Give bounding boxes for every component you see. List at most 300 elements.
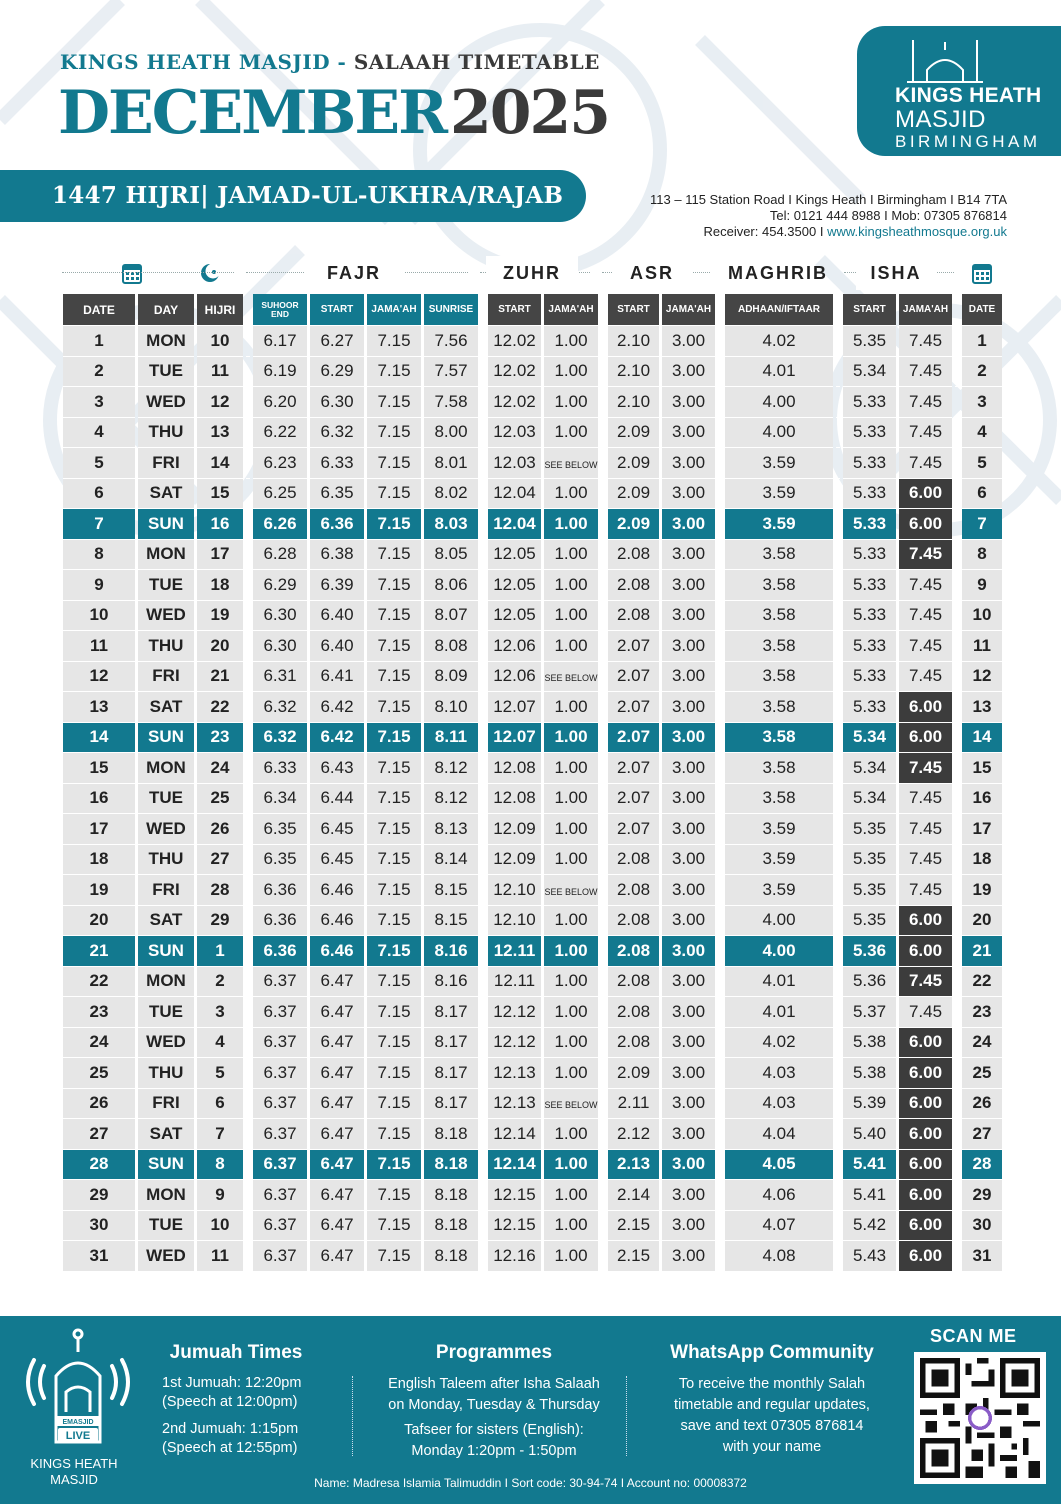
- cell-gap: [836, 875, 840, 906]
- cell-isha-start: 5.33: [843, 387, 896, 418]
- cell-hijri: 28: [197, 875, 243, 906]
- cell-fajr-jamaah: 7.15: [367, 845, 421, 876]
- cell-sunrise: 8.06: [424, 570, 478, 601]
- asr-heading: ASR: [612, 256, 692, 290]
- cell-gap: [718, 1150, 722, 1181]
- cell-gap: [601, 936, 605, 967]
- cell-maghrib: 3.58: [725, 753, 833, 784]
- table-row: [63, 723, 1002, 754]
- cell-asr-jamaah: 3.00: [662, 753, 715, 784]
- cell-isha-jamaah: 6.00: [899, 1089, 952, 1120]
- cell-gap: [481, 967, 485, 998]
- cell-fajr-start: 6.46: [310, 936, 364, 967]
- cell-hijri: 7: [197, 1119, 243, 1150]
- cell-isha-start: 5.34: [843, 357, 896, 388]
- cell-gap: [601, 418, 605, 449]
- cell-asr-start: 2.10: [608, 357, 659, 388]
- cell-gap: [601, 1119, 605, 1150]
- table-row: [63, 1211, 1002, 1242]
- cell-zuhr-jamaah: 1.00: [544, 906, 598, 937]
- cell-date-right: 8: [962, 540, 1002, 571]
- col-gap: [836, 294, 840, 326]
- cell-gap: [601, 997, 605, 1028]
- cell-sunrise: 8.18: [424, 1150, 478, 1181]
- cell-gap: [836, 753, 840, 784]
- cell-gap: [955, 692, 959, 723]
- cell-gap: [955, 448, 959, 479]
- cell-hijri: 10: [197, 1211, 243, 1242]
- cell-fajr-start: 6.47: [310, 1119, 364, 1150]
- cell-zuhr-start: 12.03: [488, 418, 541, 449]
- cell-isha-jamaah: 6.00: [899, 509, 952, 540]
- cell-day: TUE: [138, 997, 194, 1028]
- cell-zuhr-start: 12.11: [488, 967, 541, 998]
- cell-zuhr-jamaah: 1.00: [544, 997, 598, 1028]
- logo-line1: KINGS HEATH: [895, 84, 1042, 107]
- cell-suhoor-end: 6.35: [253, 814, 307, 845]
- cell-gap: [481, 753, 485, 784]
- cell-date-right: 26: [962, 1089, 1002, 1120]
- cell-gap: [836, 814, 840, 845]
- cell-gap: [955, 814, 959, 845]
- table-row: [63, 692, 1002, 723]
- cell-isha-start: 5.40: [843, 1119, 896, 1150]
- col-suhoor-end: SUHOOR END: [253, 294, 307, 326]
- cell-gap: [481, 570, 485, 601]
- cell-sunrise: 8.18: [424, 1211, 478, 1242]
- cell-fajr-start: 6.29: [310, 357, 364, 388]
- cell-day: MON: [138, 1180, 194, 1211]
- cell-gap: [718, 479, 722, 510]
- cell-gap: [955, 357, 959, 388]
- cell-gap: [718, 723, 722, 754]
- cell-gap: [601, 540, 605, 571]
- cell-fajr-jamaah: 7.15: [367, 1119, 421, 1150]
- col-sunrise: SUNRISE: [424, 294, 478, 326]
- table-row: [63, 357, 1002, 388]
- cell-gap: [836, 997, 840, 1028]
- cell-maghrib: 3.58: [725, 692, 833, 723]
- cell-fajr-start: 6.45: [310, 845, 364, 876]
- cell-fajr-start: 6.27: [310, 326, 364, 357]
- cell-suhoor-end: 6.25: [253, 479, 307, 510]
- cell-hijri: 12: [197, 387, 243, 418]
- cell-date-right: 24: [962, 1028, 1002, 1059]
- cell-asr-jamaah: 3.00: [662, 845, 715, 876]
- cell-fajr-jamaah: 7.15: [367, 936, 421, 967]
- cell-isha-start: 5.36: [843, 936, 896, 967]
- col-date: DATE: [63, 294, 135, 326]
- cell-isha-jamaah: 6.00: [899, 1150, 952, 1181]
- cell-fajr-jamaah: 7.15: [367, 448, 421, 479]
- cell-gap: [246, 997, 250, 1028]
- cell-isha-start: 5.43: [843, 1241, 896, 1272]
- cell-sunrise: 8.17: [424, 1089, 478, 1120]
- cell-maghrib: 4.05: [725, 1150, 833, 1181]
- cell-date-right: 10: [962, 601, 1002, 632]
- cell-sunrise: 8.15: [424, 875, 478, 906]
- hijri-banner: 1447 HIJRI| JAMAD-UL-UKHRA/RAJAB: [0, 170, 586, 222]
- header-kicker: [60, 50, 600, 74]
- masjid-logo: [857, 26, 1061, 156]
- cell-day: SAT: [138, 479, 194, 510]
- cell-date-right: 7: [962, 509, 1002, 540]
- cell-date-right: 18: [962, 845, 1002, 876]
- cell-maghrib: 4.00: [725, 906, 833, 937]
- cell-maghrib: 3.58: [725, 540, 833, 571]
- cell-asr-jamaah: 3.00: [662, 326, 715, 357]
- cell-suhoor-end: 6.33: [253, 753, 307, 784]
- table-row: [63, 387, 1002, 418]
- website-link[interactable]: www.kingsheathmosque.org.uk: [827, 224, 1007, 239]
- cell-date: 16: [63, 784, 135, 815]
- cell-hijri: 20: [197, 631, 243, 662]
- cell-date: 30: [63, 1211, 135, 1242]
- cell-isha-start: 5.33: [843, 418, 896, 449]
- cell-fajr-jamaah: 7.15: [367, 418, 421, 449]
- cell-date-right: 4: [962, 418, 1002, 449]
- cell-asr-start: 2.08: [608, 845, 659, 876]
- zuhr-heading: ZUHR: [486, 256, 578, 290]
- table-row: [63, 570, 1002, 601]
- cell-gap: [718, 509, 722, 540]
- cell-zuhr-jamaah: 1.00: [544, 570, 598, 601]
- cell-gap: [246, 357, 250, 388]
- cell-asr-jamaah: 3.00: [662, 997, 715, 1028]
- cell-hijri: 3: [197, 997, 243, 1028]
- cell-zuhr-start: 12.07: [488, 692, 541, 723]
- cell-hijri: 17: [197, 540, 243, 571]
- cell-date: 29: [63, 1180, 135, 1211]
- cell-date-right: 13: [962, 692, 1002, 723]
- cell-gap: [718, 784, 722, 815]
- cell-zuhr-start: 12.14: [488, 1150, 541, 1181]
- cell-asr-start: 2.07: [608, 631, 659, 662]
- cell-suhoor-end: 6.37: [253, 1119, 307, 1150]
- cell-isha-jamaah: 7.45: [899, 875, 952, 906]
- cell-sunrise: 8.16: [424, 936, 478, 967]
- cell-suhoor-end: 6.29: [253, 570, 307, 601]
- cell-fajr-start: 6.40: [310, 601, 364, 632]
- cell-asr-start: 2.08: [608, 570, 659, 601]
- cell-gap: [718, 997, 722, 1028]
- cell-asr-start: 2.08: [608, 601, 659, 632]
- cell-gap: [718, 570, 722, 601]
- cell-day: MON: [138, 326, 194, 357]
- col-adhaan: ADHAAN/IFTAAR: [725, 294, 833, 326]
- cell-fajr-start: 6.42: [310, 723, 364, 754]
- cell-date: 25: [63, 1058, 135, 1089]
- cell-fajr-jamaah: 7.15: [367, 1028, 421, 1059]
- cell-suhoor-end: 6.30: [253, 601, 307, 632]
- cell-suhoor-end: 6.37: [253, 1180, 307, 1211]
- cell-day: SUN: [138, 936, 194, 967]
- cell-sunrise: 8.18: [424, 1241, 478, 1272]
- cell-asr-jamaah: 3.00: [662, 967, 715, 998]
- cell-zuhr-jamaah: 1.00: [544, 784, 598, 815]
- cell-hijri: 8: [197, 1150, 243, 1181]
- cell-hijri: 4: [197, 1028, 243, 1059]
- col-gap: [718, 294, 722, 326]
- cell-zuhr-jamaah: 1.00: [544, 1119, 598, 1150]
- cell-isha-start: 5.41: [843, 1150, 896, 1181]
- cell-fajr-jamaah: 7.15: [367, 1150, 421, 1181]
- col-zuhr-jamaah: JAMA'AH: [544, 294, 598, 326]
- cell-zuhr-jamaah: 1.00: [544, 1241, 598, 1272]
- cell-asr-start: 2.10: [608, 387, 659, 418]
- footer-divider: [352, 1376, 353, 1456]
- cell-gap: [836, 1211, 840, 1242]
- cell-date-right: 29: [962, 1180, 1002, 1211]
- programme-line3: Tafseer for sisters (English):: [404, 1422, 584, 1438]
- cell-gap: [601, 875, 605, 906]
- cell-fajr-start: 6.47: [310, 1089, 364, 1120]
- maghrib-heading: MAGHRIB: [728, 263, 828, 283]
- cell-asr-start: 2.08: [608, 875, 659, 906]
- cell-suhoor-end: 6.32: [253, 692, 307, 723]
- cell-maghrib: 3.58: [725, 784, 833, 815]
- cell-isha-jamaah: 7.45: [899, 418, 952, 449]
- cell-zuhr-jamaah: [544, 662, 598, 693]
- cell-gap: [718, 540, 722, 571]
- cell-asr-start: 2.13: [608, 1150, 659, 1181]
- cell-maghrib: 4.01: [725, 967, 833, 998]
- programme-line4: Monday 1:20pm - 1:50pm: [411, 1443, 577, 1459]
- cell-asr-start: 2.09: [608, 418, 659, 449]
- cell-gap: [836, 906, 840, 937]
- cell-fajr-jamaah: 7.15: [367, 357, 421, 388]
- timetable-body: [63, 326, 1002, 1272]
- cell-zuhr-jamaah: [544, 1089, 598, 1120]
- cell-gap: [718, 418, 722, 449]
- cell-gap: [246, 1119, 250, 1150]
- cell-asr-start: 2.09: [608, 479, 659, 510]
- cell-fajr-start: 6.38: [310, 540, 364, 571]
- cell-isha-jamaah: 7.45: [899, 387, 952, 418]
- cell-asr-jamaah: 3.00: [662, 875, 715, 906]
- cell-zuhr-start: 12.15: [488, 1180, 541, 1211]
- calendar-icon: [122, 262, 142, 284]
- cell-gap: [955, 845, 959, 876]
- cell-zuhr-jamaah: 1.00: [544, 631, 598, 662]
- cell-suhoor-end: 6.23: [253, 448, 307, 479]
- col-day: DAY: [138, 294, 194, 326]
- cell-gap: [955, 906, 959, 937]
- cell-gap: [955, 1241, 959, 1272]
- cell-gap: [481, 509, 485, 540]
- cell-sunrise: 7.58: [424, 387, 478, 418]
- cell-gap: [481, 418, 485, 449]
- year-title: 2025: [449, 78, 609, 148]
- col-asr-jamaah: JAMA'AH: [662, 294, 715, 326]
- cell-zuhr-jamaah: 1.00: [544, 540, 598, 571]
- cell-fajr-jamaah: 7.15: [367, 326, 421, 357]
- cell-suhoor-end: 6.37: [253, 1089, 307, 1120]
- emasjid-badge-text: EMASJID: [62, 1419, 94, 1426]
- cell-date: 2: [63, 357, 135, 388]
- cell-gap: [836, 509, 840, 540]
- cell-date-right: 1: [962, 326, 1002, 357]
- cell-sunrise: 8.14: [424, 845, 478, 876]
- cell-day: SAT: [138, 1119, 194, 1150]
- cell-zuhr-start: 12.10: [488, 875, 541, 906]
- table-row: [63, 784, 1002, 815]
- cell-maghrib: 3.59: [725, 814, 833, 845]
- programmes-title: Programmes: [435, 1342, 553, 1363]
- cell-gap: [481, 479, 485, 510]
- qr-code[interactable]: [914, 1352, 1046, 1484]
- cell-date-right: 21: [962, 936, 1002, 967]
- cell-date: 20: [63, 906, 135, 937]
- cell-suhoor-end: 6.22: [253, 418, 307, 449]
- cell-asr-start: 2.07: [608, 723, 659, 754]
- cell-date-right: 6: [962, 479, 1002, 510]
- cell-fajr-start: 6.30: [310, 387, 364, 418]
- cell-gap: [836, 601, 840, 632]
- cell-day: WED: [138, 1241, 194, 1272]
- cell-isha-start: 5.42: [843, 1211, 896, 1242]
- col-date-right: DATE: [962, 294, 1002, 326]
- cell-gap: [836, 540, 840, 571]
- cell-date: 12: [63, 662, 135, 693]
- cell-asr-jamaah: 3.00: [662, 1089, 715, 1120]
- cell-date-right: 22: [962, 967, 1002, 998]
- cell-isha-jamaah: 7.45: [899, 570, 952, 601]
- cell-gap: [718, 967, 722, 998]
- cell-asr-start: 2.11: [608, 1089, 659, 1120]
- cell-zuhr-start: 12.06: [488, 662, 541, 693]
- cell-gap: [481, 448, 485, 479]
- receiver-line: [650, 224, 1007, 240]
- cell-gap: [601, 479, 605, 510]
- cell-day: WED: [138, 814, 194, 845]
- cell-gap: [246, 906, 250, 937]
- cell-asr-start: 2.15: [608, 1211, 659, 1242]
- see-below-note: SEE BELOW: [544, 459, 598, 470]
- table-row: [63, 906, 1002, 937]
- cell-gap: [246, 814, 250, 845]
- cell-gap: [481, 906, 485, 937]
- cell-gap: [481, 1028, 485, 1059]
- cell-sunrise: 8.09: [424, 662, 478, 693]
- cell-gap: [718, 448, 722, 479]
- cell-gap: [481, 997, 485, 1028]
- cell-isha-jamaah: 6.00: [899, 723, 952, 754]
- cell-gap: [718, 1028, 722, 1059]
- cell-isha-start: 5.35: [843, 326, 896, 357]
- cell-fajr-start: 6.32: [310, 418, 364, 449]
- cell-isha-start: 5.34: [843, 753, 896, 784]
- cell-isha-start: 5.33: [843, 692, 896, 723]
- cell-hijri: 2: [197, 967, 243, 998]
- cell-sunrise: 8.17: [424, 1058, 478, 1089]
- cell-date-right: 30: [962, 1211, 1002, 1242]
- cell-asr-start: 2.09: [608, 448, 659, 479]
- cell-gap: [246, 1180, 250, 1211]
- cell-gap: [481, 814, 485, 845]
- cell-gap: [836, 1150, 840, 1181]
- table-row: [63, 1119, 1002, 1150]
- cell-date: 8: [63, 540, 135, 571]
- cell-zuhr-jamaah: 1.00: [544, 479, 598, 510]
- cell-date-right: 23: [962, 997, 1002, 1028]
- cell-gap: [481, 1211, 485, 1242]
- cell-fajr-start: 6.47: [310, 1211, 364, 1242]
- cell-gap: [246, 662, 250, 693]
- col-isha-start: START: [843, 294, 896, 326]
- cell-asr-start: 2.08: [608, 540, 659, 571]
- cell-asr-jamaah: 3.00: [662, 1180, 715, 1211]
- cell-maghrib: 3.59: [725, 875, 833, 906]
- cell-date: 26: [63, 1089, 135, 1120]
- cell-gap: [955, 1119, 959, 1150]
- cell-suhoor-end: 6.20: [253, 387, 307, 418]
- jumuah-title: Jumuah Times: [169, 1342, 303, 1363]
- cell-gap: [836, 1241, 840, 1272]
- cell-gap: [601, 784, 605, 815]
- cell-gap: [955, 723, 959, 754]
- cell-fajr-jamaah: 7.15: [367, 662, 421, 693]
- masjid-name: KINGS HEATH MASJID: [60, 50, 331, 74]
- cell-maghrib: 4.00: [725, 936, 833, 967]
- cell-gap: [955, 875, 959, 906]
- cell-gap: [836, 448, 840, 479]
- cell-gap: [601, 509, 605, 540]
- cell-gap: [481, 1058, 485, 1089]
- cell-gap: [718, 814, 722, 845]
- cell-maghrib: 3.58: [725, 662, 833, 693]
- cell-gap: [718, 662, 722, 693]
- cell-zuhr-start: 12.05: [488, 540, 541, 571]
- whatsapp-line4: with your name: [722, 1439, 822, 1455]
- cell-asr-jamaah: 3.00: [662, 540, 715, 571]
- cell-fajr-start: 6.47: [310, 997, 364, 1028]
- cell-date: 17: [63, 814, 135, 845]
- jumuah-section: [150, 1342, 322, 1458]
- jumuah-1-speech: (Speech at 12:00pm): [162, 1394, 298, 1410]
- cell-gap: [246, 1058, 250, 1089]
- cell-date: 23: [63, 997, 135, 1028]
- doc-title: SALAAH TIMETABLE: [353, 50, 600, 74]
- see-below-note: SEE BELOW: [544, 1100, 598, 1111]
- cell-sunrise: 8.05: [424, 540, 478, 571]
- cell-suhoor-end: 6.36: [253, 875, 307, 906]
- footer-logo-line1: KINGS HEATH: [30, 1456, 118, 1471]
- cell-sunrise: 8.12: [424, 784, 478, 815]
- cell-day: TUE: [138, 570, 194, 601]
- cell-isha-jamaah: 6.00: [899, 1119, 952, 1150]
- cell-fajr-jamaah: 7.15: [367, 967, 421, 998]
- cell-hijri: 14: [197, 448, 243, 479]
- cell-day: THU: [138, 845, 194, 876]
- cell-zuhr-start: 12.10: [488, 906, 541, 937]
- cell-hijri: 1: [197, 936, 243, 967]
- cell-suhoor-end: 6.35: [253, 845, 307, 876]
- cell-date-right: 19: [962, 875, 1002, 906]
- cell-gap: [246, 448, 250, 479]
- table-row: [63, 967, 1002, 998]
- cell-hijri: 19: [197, 601, 243, 632]
- cell-day: FRI: [138, 662, 194, 693]
- phone-line: Tel: 0121 444 8988 I Mob: 07305 876814: [769, 208, 1007, 223]
- cell-maghrib: 3.58: [725, 601, 833, 632]
- cell-zuhr-start: 12.04: [488, 509, 541, 540]
- cell-day: THU: [138, 418, 194, 449]
- cell-maghrib: 3.58: [725, 631, 833, 662]
- cell-isha-jamaah: 7.45: [899, 997, 952, 1028]
- cell-fajr-start: 6.40: [310, 631, 364, 662]
- cell-date-right: 20: [962, 906, 1002, 937]
